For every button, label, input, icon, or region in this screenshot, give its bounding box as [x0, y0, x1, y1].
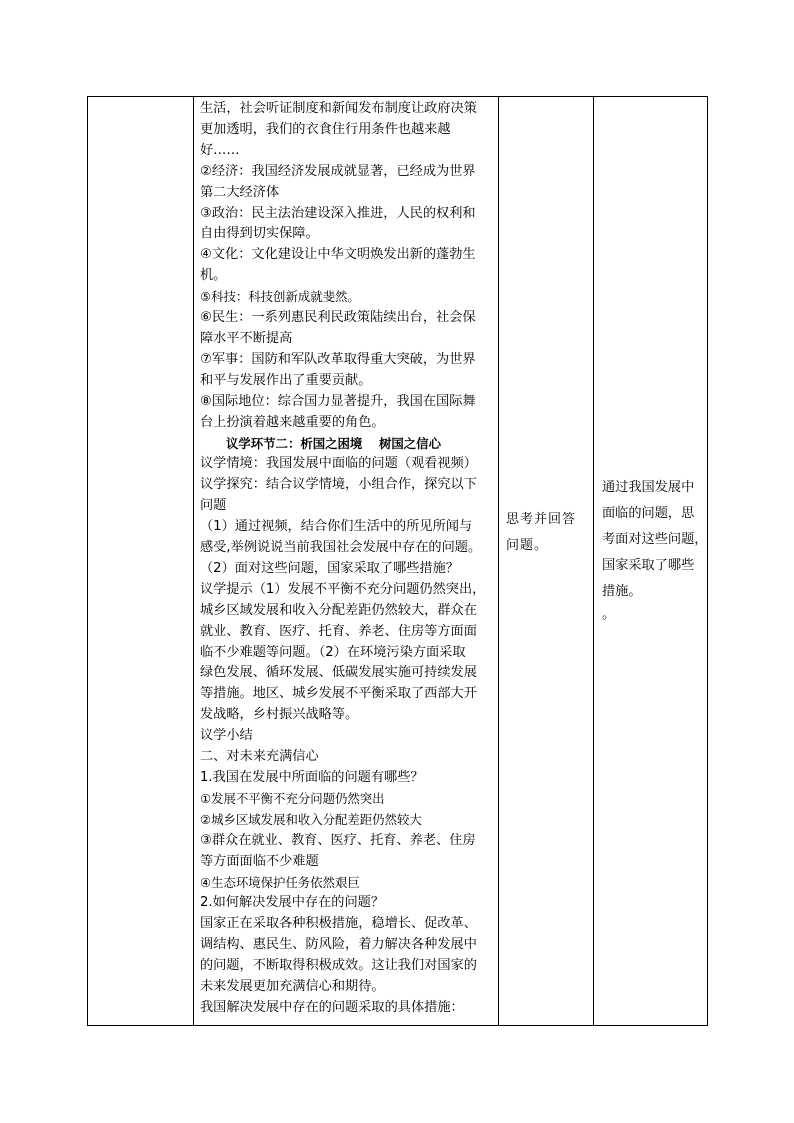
- intent-line: 通过我国发展中: [602, 480, 695, 495]
- content-line: （2）面对这些问题，国家采取了哪些措施？: [200, 560, 459, 576]
- activity-line: 思考并回答: [506, 512, 577, 527]
- content-line: ②城乡区域发展和收入分配差距仍然较大: [200, 811, 422, 827]
- content-line: ④文化：文化建设让中华文明焕发出新的蓬勃生: [200, 247, 476, 263]
- content-line: 我国解决发展中存在的问题采取的具体措施：: [200, 999, 464, 1015]
- column-divider: [498, 97, 499, 1025]
- content-line: ①发展不平衡不充分问题仍然突出: [200, 790, 385, 806]
- column-divider: [193, 97, 194, 1025]
- content-line: 机。: [200, 268, 227, 284]
- intent-line: 面临的问题，思: [602, 506, 695, 521]
- content-line: 调结构、惠民生、防风险，着力解决各种发展中: [200, 937, 477, 953]
- intent-line: 国家采取了哪些: [602, 558, 695, 573]
- content-line: （1）通过视频，结合你们生活中的所见所闻与: [200, 519, 473, 535]
- content-line: 二、对未来充满信心: [200, 749, 319, 765]
- content-line: 发战略，乡村振兴战略等。: [200, 707, 359, 723]
- content-line: 城乡区域发展和收入分配差距仍然较大，群众在: [200, 602, 477, 618]
- column-divider: [593, 97, 594, 1025]
- content-line: 未来发展更加充满信心和期待。: [200, 979, 385, 995]
- content-line: 生活，社会听证制度和新闻发布制度让政府决策: [200, 101, 477, 116]
- content-line: ④生态环境保护任务依然艰巨: [200, 874, 360, 890]
- content-line: ⑦军事：国防和军队改革取得重大突破，为世界: [200, 351, 476, 367]
- content-line: 更加透明，我们的衣食住行用条件也越来越: [200, 121, 451, 137]
- content-line: 台上扮演着越来越重要的角色。: [200, 414, 385, 430]
- intent-line: 。: [602, 607, 616, 622]
- content-line: 的问题，不断取得积极成效。这让我们对国家的: [200, 958, 477, 974]
- content-line: ③政治：民主法治建设深入推进，人民的权利和: [200, 205, 476, 221]
- content-line: 国家正在采取各种积极措施，稳增长、促改革、: [200, 916, 477, 932]
- student-activity-cell: [506, 507, 596, 559]
- content-line: 等措施。地区、城乡发展不平衡采取了西部大开: [200, 686, 477, 702]
- content-line: 和平与发展作出了重要贡献。: [200, 372, 372, 388]
- intent-line: 措施。: [602, 584, 642, 599]
- content-line: 就业、教育、医疗、托育、养老、住房等方面面: [200, 623, 477, 639]
- content-line: 自由得到切实保障。: [200, 226, 319, 242]
- content-line: ⑥民生：一系列惠民利民政策陆续出台，社会保: [200, 310, 476, 326]
- teaching-content-cell: [200, 99, 492, 1019]
- content-line: 议学探究：结合议学情境，小组合作，探究以下: [200, 477, 477, 493]
- content-line: ③群众在就业、教育、医疗、托育、养老、住房: [200, 832, 476, 848]
- section-heading: 议学环节二：析国之困境 树国之信心: [226, 435, 441, 451]
- content-line: 2.如何解决发展中存在的问题？: [200, 895, 385, 911]
- content-line: 第二大经济体: [200, 184, 280, 200]
- content-line: 绿色发展、循环发展、低碳发展实施可持续发展: [200, 665, 477, 681]
- intent-line: 考面对这些问题，: [602, 532, 708, 547]
- design-intent-cell: [602, 475, 707, 625]
- activity-line: 问题。: [506, 538, 549, 553]
- content-line: 障水平不断提高: [200, 330, 293, 346]
- content-line: ②经济：我国经济发展成就显著，已经成为世界: [200, 163, 476, 179]
- content-line: ⑧国际地位：综合国力显著提升，我国在国际舞: [200, 393, 476, 409]
- lesson-table: [87, 96, 708, 1026]
- content-line: 议学情境：我国发展中面临的问题（观看视频）: [200, 456, 477, 472]
- content-line: 好……: [200, 142, 240, 158]
- content-line: ⑤科技：科技创新成就斐然。: [200, 289, 360, 305]
- content-line: 临不少难题等问题。（2）在环境污染方面采取: [200, 644, 466, 660]
- content-line: 等方面面临不少难题: [200, 853, 319, 869]
- content-line: 问题: [200, 498, 227, 514]
- content-line: 感受,举例说说当前我国社会发展中存在的问题。: [200, 540, 482, 556]
- content-line: 议学小结: [200, 728, 253, 744]
- content-line: 议学提示（1）发展不平衡不充分问题仍然突出，: [200, 581, 486, 597]
- content-line: 1.我国在发展中所面临的问题有哪些？: [200, 770, 424, 785]
